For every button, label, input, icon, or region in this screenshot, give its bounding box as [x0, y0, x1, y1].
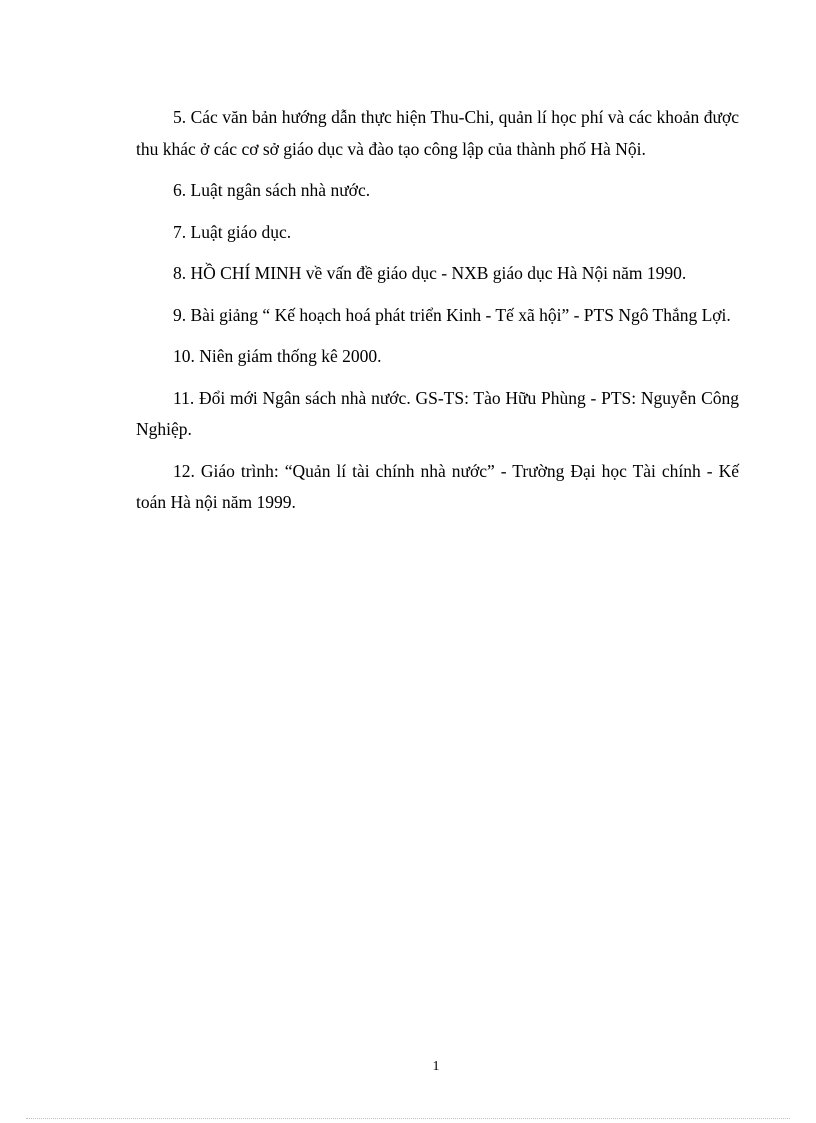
- reference-item-6: 6. Luật ngân sách nhà nước.: [173, 180, 371, 200]
- page-number: 1: [432, 1059, 440, 1074]
- reference-item-10: 10. Niên giám thống kê 2000.: [173, 346, 382, 366]
- reference-list: [136, 102, 739, 529]
- reference-item-8: 8. HỒ CHÍ MINH về vấn đề giáo dục - NXB giáo dục Hà Nội năm 1990.: [173, 263, 687, 283]
- reference-item-7: 7. Luật giáo dục.: [173, 221, 292, 242]
- reference-item-9: 9. Bài giảng “ Kế hoạch hoá phát triển Kinh - Tế xã hội” - PTS Ngô Thắng Lợi.: [173, 304, 731, 325]
- footer-divider: [26, 1118, 790, 1119]
- reference-item-12: 12. Giáo trình: “Quản lí tài chính nhà nước” - Trường Đại học Tài chính - Kế toán Hà nội năm 1999.: [136, 460, 739, 512]
- reference-item-11: 11. Đổi mới Ngân sách nhà nước. GS-TS: Tào Hữu Phùng - PTS: Nguyễn Công Nghiệp.: [136, 387, 739, 439]
- reference-item-5: 5. Các văn bản hướng dẫn thực hiện Thu-Chi, quản lí học phí và các khoản được thu khác ở các cơ sở giáo dục và đào tạo công lập của thành phố Hà Nội.: [136, 107, 739, 159]
